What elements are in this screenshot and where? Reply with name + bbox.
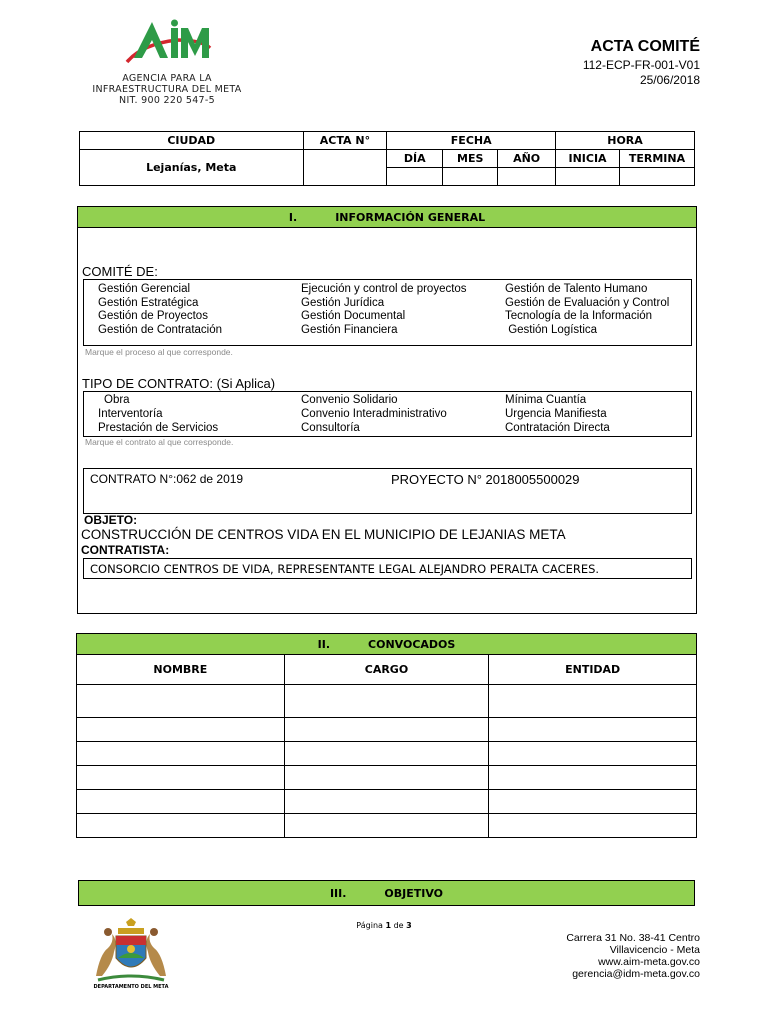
table-row xyxy=(77,718,697,742)
footer-website-link[interactable]: www.aim-meta.gov.co xyxy=(598,956,700,968)
table-row xyxy=(77,685,697,718)
fecha-header: FECHA xyxy=(387,132,556,150)
nombre-cell[interactable] xyxy=(77,718,285,742)
comite-option[interactable]: Gestión Financiera xyxy=(301,324,398,336)
table-row xyxy=(77,742,697,766)
tipo-option[interactable]: Convenio Solidario xyxy=(301,394,398,406)
page-mid: de xyxy=(391,921,407,930)
comite-option[interactable]: Gestión Logística xyxy=(505,324,598,336)
cargo-cell[interactable] xyxy=(284,685,489,718)
agency-name-line2: INFRAESTRUCTURA DEL META xyxy=(92,84,242,95)
anio-header: AÑO xyxy=(498,150,556,168)
document-date: 25/06/2018 xyxy=(639,73,700,87)
nombre-cell[interactable] xyxy=(77,766,285,790)
section2-number: II. xyxy=(317,637,331,651)
section2-title: CONVOCADOS xyxy=(368,637,456,651)
nombre-cell[interactable] xyxy=(77,685,285,718)
comite-option[interactable]: Gestión de Proyectos xyxy=(98,310,208,322)
page-prefix: Página xyxy=(356,921,386,930)
meta-table xyxy=(79,131,695,186)
tipo-contrato-options xyxy=(83,391,692,437)
agency-name-line1: AGENCIA PARA LA xyxy=(122,73,212,84)
comite-option[interactable]: Gestión de Talento Humano xyxy=(505,283,648,295)
objeto-value: CONSTRUCCIÓN DE CENTROS VIDA EN EL MUNICIPIO DE LEJANIAS META xyxy=(81,527,566,542)
tipo-hint: Marque el contrato al que corresponde. xyxy=(85,437,234,447)
cargo-cell[interactable] xyxy=(284,742,489,766)
ciudad-header: CIUDAD xyxy=(80,132,304,150)
cargo-header: CARGO xyxy=(284,655,489,685)
comite-option[interactable]: Gestión Jurídica xyxy=(301,297,385,309)
footer-address: Carrera 31 No. 38-41 Centro xyxy=(566,932,700,944)
aim-logo xyxy=(82,18,252,108)
section2-header xyxy=(76,633,697,655)
convocados-table xyxy=(76,654,697,838)
tipo-option[interactable]: Obra xyxy=(104,394,130,406)
nombre-cell[interactable] xyxy=(77,814,285,838)
entidad-cell[interactable] xyxy=(489,790,697,814)
agency-nit: NIT. 900 220 547-5 xyxy=(119,95,215,106)
section3-number: III. xyxy=(329,886,347,900)
termina-header: TERMINA xyxy=(619,150,694,168)
comite-option[interactable]: Gestión Gerencial xyxy=(98,283,191,295)
contract-box xyxy=(83,468,692,514)
tipo-option[interactable]: Interventoría xyxy=(98,408,163,420)
section1-header xyxy=(77,206,697,228)
entidad-cell[interactable] xyxy=(489,742,697,766)
cargo-cell[interactable] xyxy=(284,766,489,790)
table-row xyxy=(77,814,697,838)
entidad-cell[interactable] xyxy=(489,718,697,742)
acta-number-cell[interactable] xyxy=(303,150,387,186)
mes-header: MES xyxy=(443,150,498,168)
tipo-contrato-label: TIPO DE CONTRATO: (Si Aplica) xyxy=(82,376,276,391)
contratista-value: CONSORCIO CENTROS DE VIDA, REPRESENTANTE LEGAL ALEJANDRO PERALTA CACERES. xyxy=(90,562,600,576)
inicia-value-cell[interactable] xyxy=(556,168,620,186)
comite-option[interactable]: Gestión Estratégica xyxy=(98,297,199,309)
section3-title: OBJETIVO xyxy=(384,886,444,900)
acta-header: ACTA N° xyxy=(303,132,387,150)
comite-option[interactable]: Gestión de Contratación xyxy=(98,324,223,336)
comite-option[interactable]: Ejecución y control de proyectos xyxy=(301,283,467,295)
anio-value-cell[interactable] xyxy=(498,168,556,186)
contrato-number: CONTRATO N°:062 de 2019 xyxy=(90,472,244,486)
nombre-cell[interactable] xyxy=(77,742,285,766)
cargo-cell[interactable] xyxy=(284,790,489,814)
document-title: ACTA COMITÉ xyxy=(590,38,700,55)
entidad-cell[interactable] xyxy=(489,766,697,790)
seal-caption: DEPARTAMENTO DEL META xyxy=(93,984,169,990)
tipo-option[interactable]: Consultoría xyxy=(301,422,360,434)
entidad-cell[interactable] xyxy=(489,814,697,838)
proyecto-number: PROYECTO N° 2018005500029 xyxy=(391,472,580,487)
comite-option[interactable]: Tecnología de la Información xyxy=(505,310,653,322)
section-general-info xyxy=(77,206,697,614)
comite-label: COMITÉ DE: xyxy=(82,264,158,279)
section-objetivo xyxy=(78,880,695,906)
section1-title: INFORMACIÓN GENERAL xyxy=(335,210,486,224)
section1-number: I. xyxy=(288,210,298,224)
ciudad-value: Lejanías, Meta xyxy=(80,150,304,186)
section-convocados xyxy=(76,633,697,838)
page-current: 1 xyxy=(385,921,392,930)
nombre-header: NOMBRE xyxy=(77,655,285,685)
tipo-option[interactable]: Contratación Directa xyxy=(505,422,610,434)
comite-option[interactable]: Gestión Documental xyxy=(301,310,406,322)
aim-logo-mark-icon xyxy=(82,18,252,70)
entidad-header: ENTIDAD xyxy=(489,655,697,685)
comite-hint: Marque el proceso al que corresponde. xyxy=(85,347,233,357)
cargo-cell[interactable] xyxy=(284,814,489,838)
department-coat-of-arms-icon xyxy=(88,918,174,984)
footer-email-link[interactable]: gerencia@idm-meta.gov.co xyxy=(572,968,700,980)
contratista-label: CONTRATISTA: xyxy=(81,543,170,557)
table-row xyxy=(77,790,697,814)
contratista-box xyxy=(83,558,692,579)
tipo-option[interactable]: Mínima Cuantía xyxy=(505,394,587,406)
objeto-label: OBJETO: xyxy=(84,513,138,527)
tipo-option[interactable]: Urgencia Manifiesta xyxy=(505,408,607,420)
comite-option[interactable]: Gestión de Evaluación y Control xyxy=(505,297,670,309)
entidad-cell[interactable] xyxy=(489,685,697,718)
inicia-header: INICIA xyxy=(556,150,620,168)
document-code: 112-ECP-FR-001-V01 xyxy=(582,58,700,72)
termina-value-cell[interactable] xyxy=(619,168,694,186)
nombre-cell[interactable] xyxy=(77,790,285,814)
section3-header xyxy=(78,880,695,906)
dia-header: DÍA xyxy=(387,150,443,168)
department-seal xyxy=(88,918,174,994)
dia-value-cell[interactable] xyxy=(387,168,443,186)
mes-value-cell[interactable] xyxy=(443,168,498,186)
cargo-cell[interactable] xyxy=(284,718,489,742)
tipo-option[interactable]: Prestación de Servicios xyxy=(98,422,219,434)
footer-city: Villavicencio - Meta xyxy=(609,944,700,956)
comite-options xyxy=(83,279,692,346)
page-total: 3 xyxy=(406,921,412,930)
tipo-option[interactable]: Convenio Interadministrativo xyxy=(301,408,447,420)
hora-header: HORA xyxy=(556,132,695,150)
table-row xyxy=(77,766,697,790)
